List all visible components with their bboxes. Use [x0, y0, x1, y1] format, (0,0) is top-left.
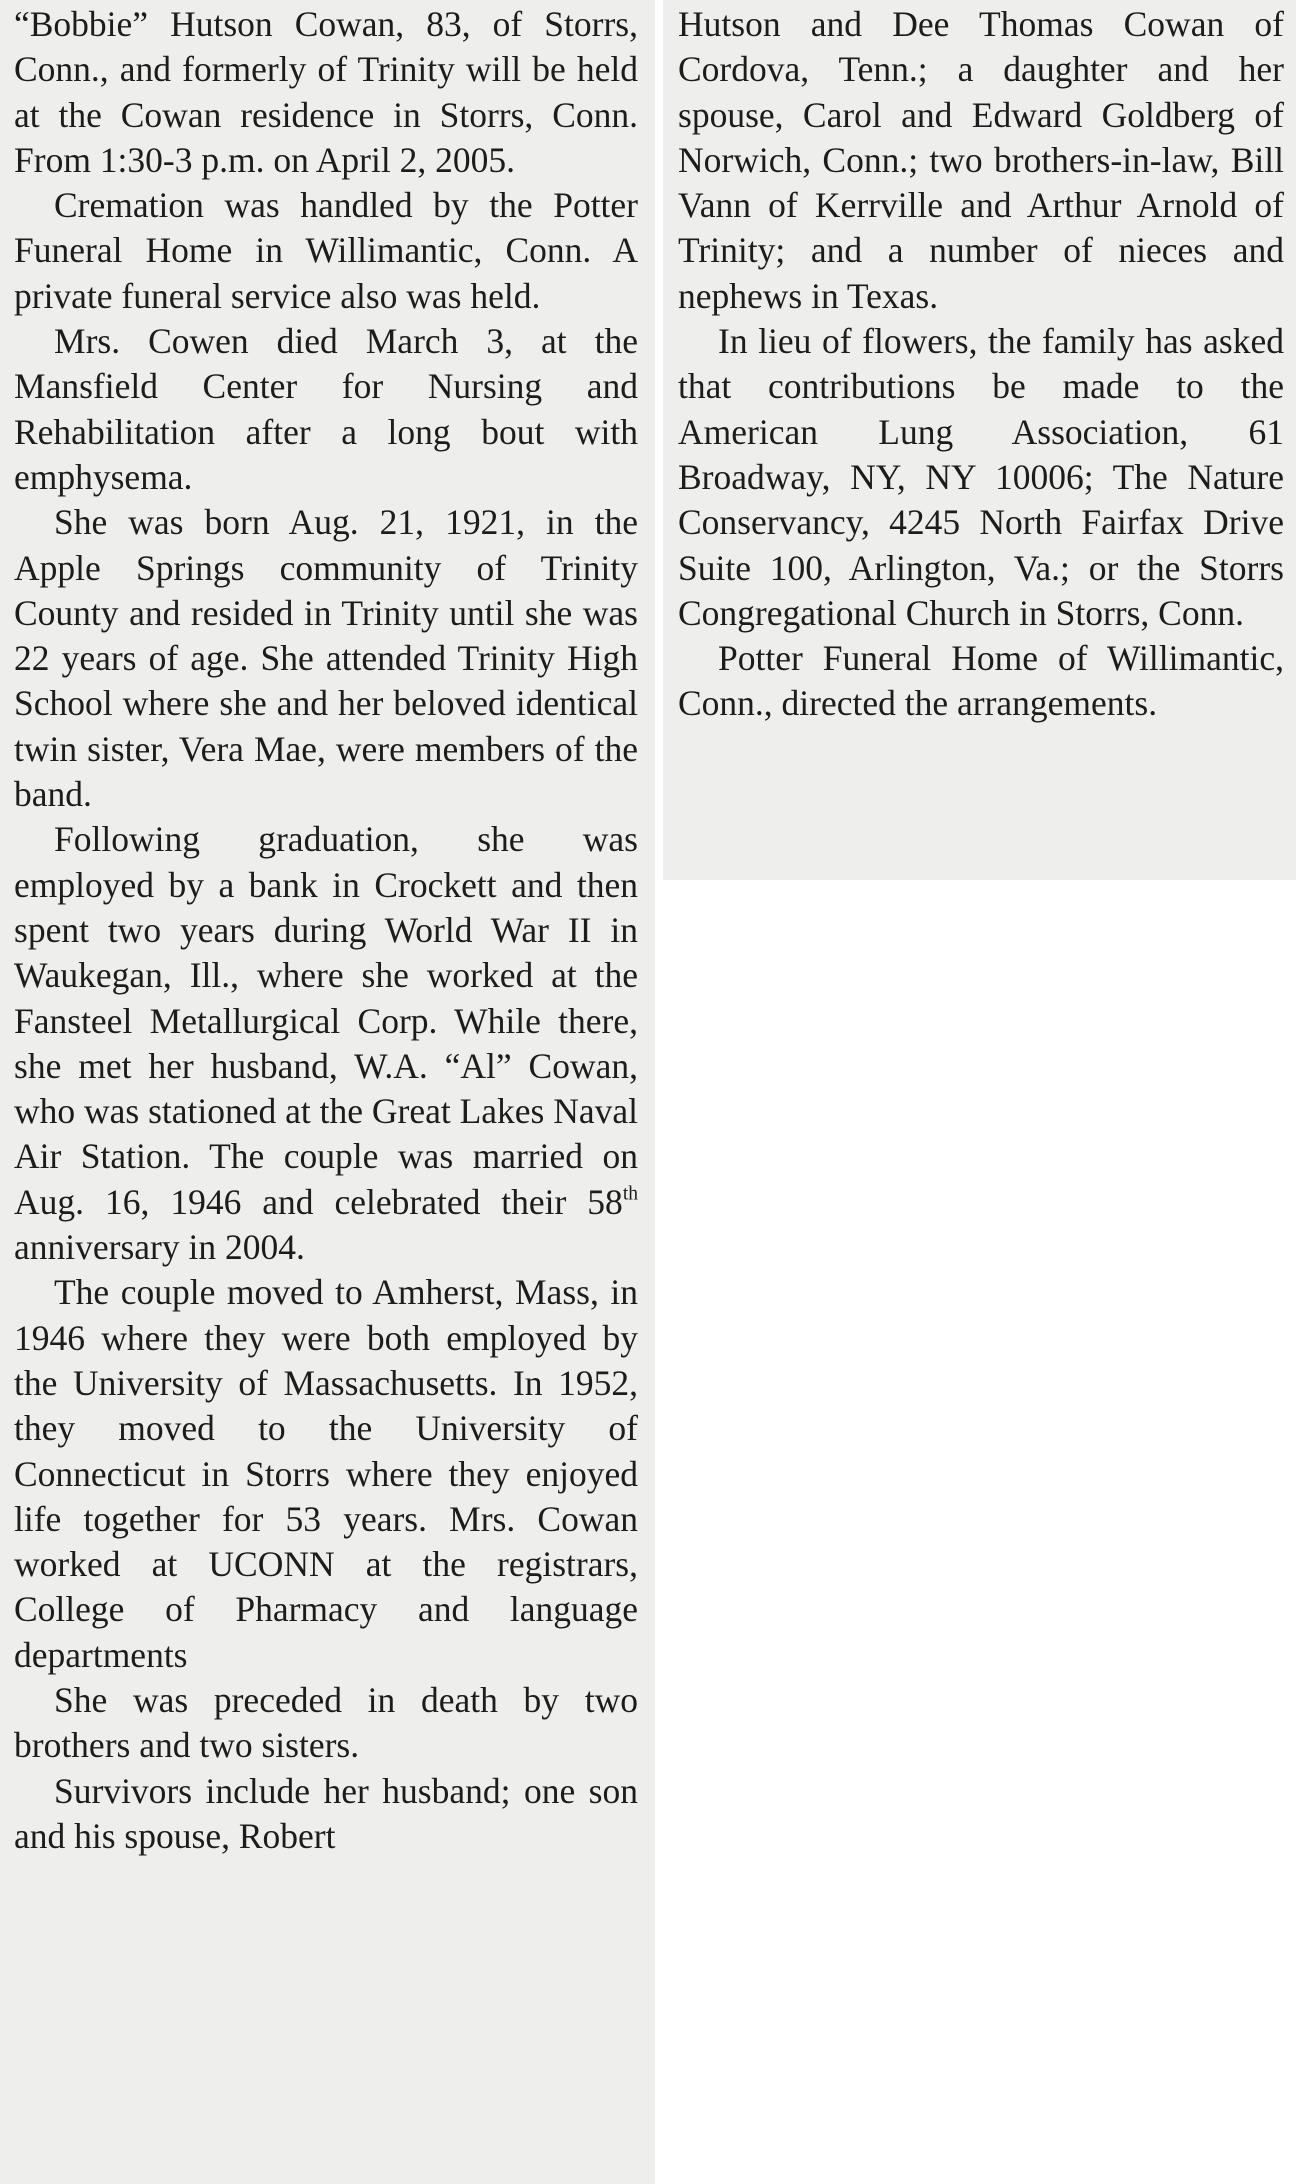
- marriage-text-before: Following graduation, she was employed by a bank in Crockett and then spent two years during World War II in Waukegan, Ill., where she worked at the Fansteel Metallurgical Corp. While there, she met her husband, W.A. “Al” Cowan, who was stationed at the Great Lakes Naval Air Station. The couple was married on Aug. 16, 1946 and celebrated their 58: [14, 819, 638, 1222]
- paragraph-marriage: [14, 817, 638, 1270]
- paragraph-service-announcement: “Bobbie” Hutson Cowan, 83, of Storrs, Conn., and formerly of Trinity will be held at the Cowan residence in Storrs, Conn. From 1:30-3 p.m. on April 2, 2005.: [14, 4, 638, 180]
- paragraph-death: Mrs. Cowen died March 3, at the Mansfield Center for Nursing and Rehabilitation after a long bout with emphysema.: [14, 321, 638, 497]
- paragraph-contributions: In lieu of flowers, the family has asked that contributions be made to the American Lung Association, 61 Broadway, NY, NY 10006; The Nature Conservancy, 4245 North Fairfax Drive Suite 100, Arlington, Va.; or the Storrs Congregational Church in Storrs, Conn.: [678, 321, 1284, 633]
- left-column: [14, 2, 638, 1859]
- paragraph-preceded-in-death: She was preceded in death by two brothers and two sisters.: [14, 1679, 638, 1766]
- paragraph-arrangements: Potter Funeral Home of Willimantic, Conn., directed the arrangements.: [678, 638, 1284, 724]
- right-clipping: [663, 0, 1296, 880]
- ordinal-superscript: th: [622, 1183, 638, 1205]
- paragraph-cremation: Cremation was handled by the Potter Funeral Home in Willimantic, Conn. A private funeral service also was held.: [14, 185, 638, 316]
- paragraph-career: The couple moved to Amherst, Mass, in 1946 where they were both employed by the University of Massachusetts. In 1952, they moved to the University of Connecticut in Storrs where they enjoyed life together for 53 years. Mrs. Cowan worked at UCONN at the registrars, College of Pharmacy and language departments: [14, 1272, 638, 1675]
- right-column: [678, 2, 1284, 727]
- paragraph-survivors-continued: Hutson and Dee Thomas Cowan of Cordova, Tenn.; a daughter and her spouse, Carol and Edward Goldberg of Norwich, Conn.; two brothers-in-law, Bill Vann of Kerrville and Arthur Arnold of Trinity; and a number of nieces and nephews in Texas.: [678, 4, 1284, 316]
- paragraph-survivors-start: Survivors include her husband; one son and his spouse, Robert: [14, 1770, 638, 1856]
- paragraph-birth: She was born Aug. 21, 1921, in the Apple Springs community of Trinity County and resided in Trinity until she was 22 years of age. She attended Trinity High School where she and her beloved identical twin sister, Vera Mae, were members of the band.: [14, 502, 638, 815]
- marriage-text-after: anniversary in 2004.: [14, 1227, 305, 1268]
